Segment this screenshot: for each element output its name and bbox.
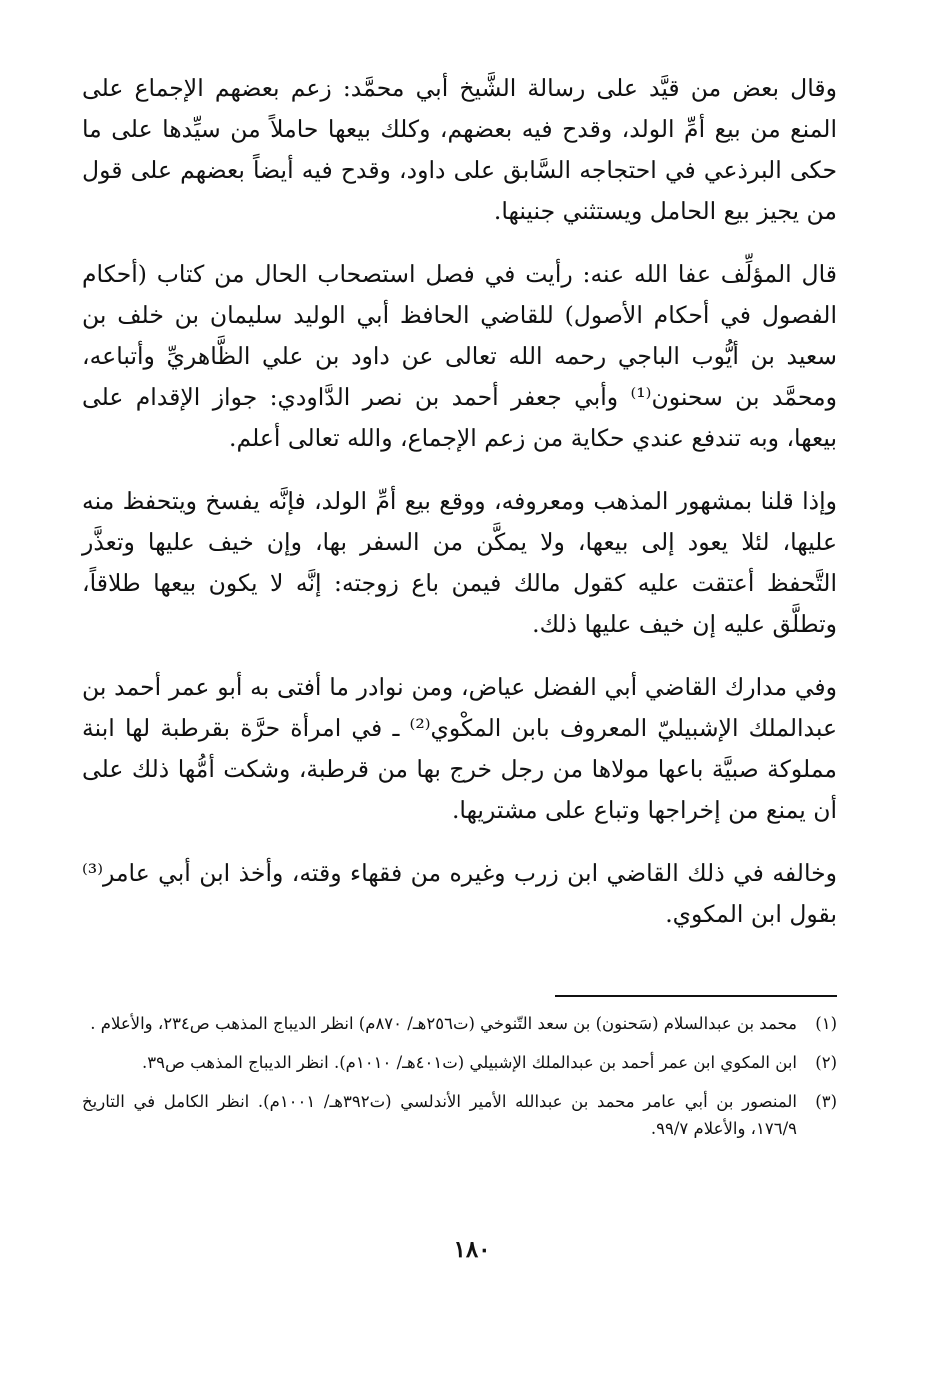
paragraph: وخالفه في ذلك القاضي ابن زرب وغيره من فقهاء وقته، وأخذ ابن أبي عامر⁽³⁾ بقول ابن المكوي. xyxy=(82,859,837,928)
paragraph: قال المؤلِّف عفا الله عنه: رأيت في فصل استصحاب الحال من كتاب (أحكام الفصول في أحكام الأصول) للقاضي الحافظ أبي الوليد سليمان بن خلف بن سعيد بن أيُّوب الباجي رحمه الله تعالى عن داود بن علي الظَّاهريِّ وأتباعه، ومحمَّد بن سحنون⁽¹⁾ وأبي جعفر أحمد بن نصر الدَّاودي: جواز الإقدام على بيعها، وبه تندفع عندي حكاية من زعم الإجماع، والله تعالى أعلم. xyxy=(82,260,837,452)
footnote xyxy=(82,1010,837,1037)
main-text xyxy=(82,68,837,957)
footnote-number: (٢) xyxy=(815,1053,837,1072)
footnote-divider xyxy=(555,995,837,997)
footnote-text: ابن المكوي ابن عمر أحمد بن عبدالملك الإشبيلي (ت٤٠١هـ/ ١٠١٠م). انظر الديباج المذهب ص٣٩. xyxy=(142,1053,797,1072)
footnotes xyxy=(82,1010,837,1154)
footnote xyxy=(82,1088,837,1142)
paragraph: وفي مدارك القاضي أبي الفضل عياض، ومن نوادر ما أفتى به أبو عمر أحمد بن عبدالملك الإشبيليّ المعروف بابن المكْوي⁽²⁾ ـ في امرأة حرَّة بقرطبة لها ابنة مملوكة صبيَّة باعها مولاها من رجل خرج بها من قرطبة، وشكت أمُّها ذلك على أن يمنع من إخراجها وتباع على مشتريها. xyxy=(82,673,837,824)
footnote xyxy=(82,1049,837,1076)
paragraph: وإذا قلنا بمشهور المذهب ومعروفه، ووقع بيع أمِّ الولد، فإنَّه يفسخ ويتحفظ منه عليها، لئلا يعود إلى بيعها، ولا يمكَّن من السفر بها، وإن خيف عليها وتعذَّر التَّحفظ أعتقت عليه كقول مالك فيمن باع زوجته: إنَّه لا يكون بيعها طلاقاً، وتطلَّق عليه إن خيف عليها ذلك. xyxy=(82,487,837,638)
footnote-text: المنصور بن أبي عامر محمد بن عبدالله الأمير الأندلسي (ت٣٩٢هـ/ ١٠٠١م). انظر الكامل في التاريخ ١٧٦/٩، والأعلام ٩٩/٧. xyxy=(82,1092,797,1138)
page-number: ١٨٠ xyxy=(453,1236,491,1263)
footnote-text: محمد بن عبدالسلام (سَحنون) بن سعد التّنوخي (ت٢٥٦هـ/ ٨٧٠م) انظر الديباج المذهب ص٢٣٤، والأعلام . xyxy=(90,1014,797,1033)
paragraph: وقال بعض من قيَّد على رسالة الشَّيخ أبي محمَّد: زعم بعضهم الإجماع على المنع من بيع أمِّ الولد، وقدح فيه بعضهم، وكلك بيعها حاملاً من سيِّدها على ما حكى البرذعي في احتجاجه السَّابق على داود، وقدح فيه أيضاً بعضهم على قول من يجيز بيع الحامل ويستثني جنينها. xyxy=(82,74,837,225)
footnote-number: (٣) xyxy=(815,1092,837,1111)
footnote-number: (١) xyxy=(815,1014,837,1033)
